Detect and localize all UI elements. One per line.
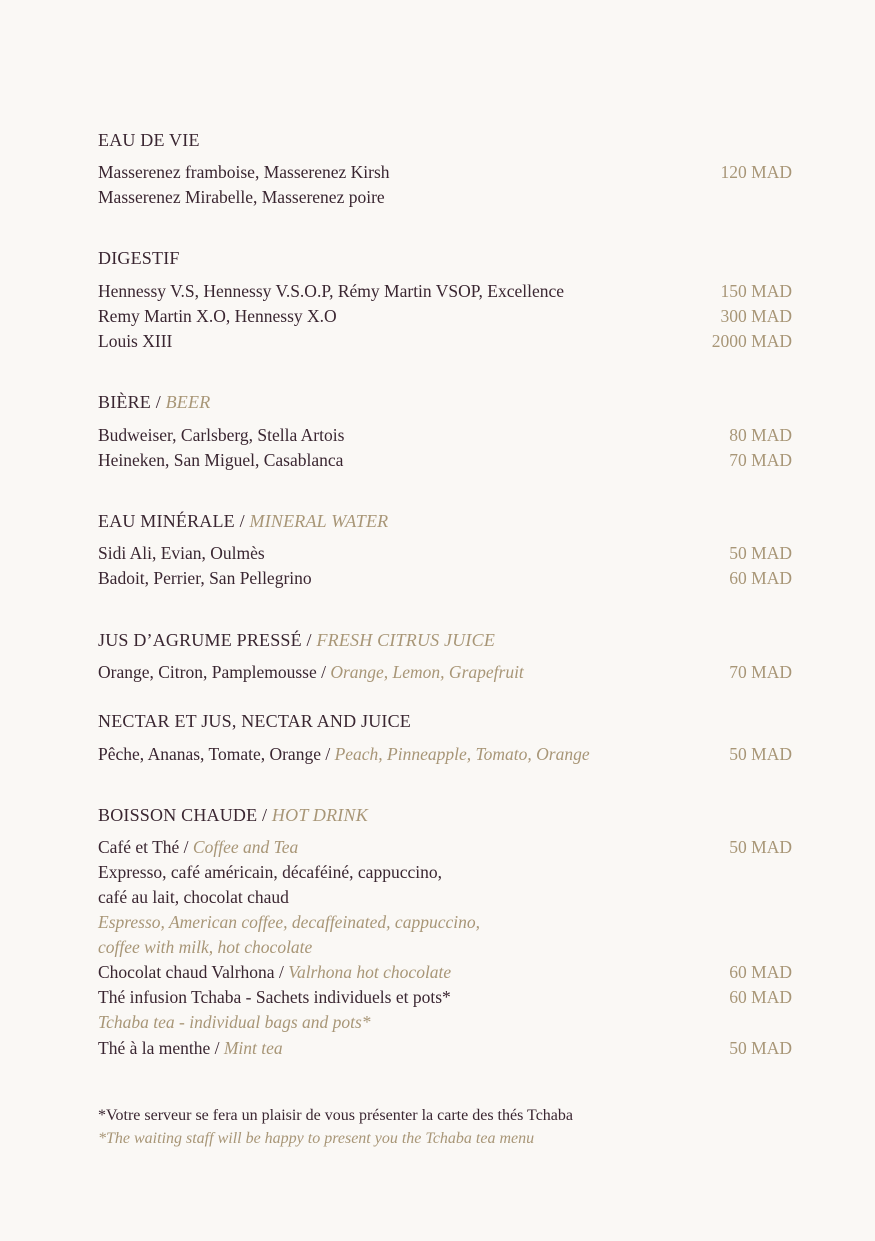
price: 150 MAD — [720, 281, 792, 301]
section-title-biere: BIÈRE / BEER — [98, 392, 211, 412]
price: 80 MAD — [729, 425, 792, 445]
menu-item: Chocolat chaud Valrhona / Valrhona hot chocolate 60 MAD — [98, 962, 792, 982]
price: 60 MAD — [729, 987, 792, 1007]
price: 300 MAD — [720, 306, 792, 326]
footnote-fr: *Votre serveur se fera un plaisir de vous présenter la carte des thés Tchaba — [98, 1107, 573, 1124]
menu-item: Tchaba tea - individual bags and pots* — [98, 1012, 371, 1032]
menu-item: Hennessy V.S, Hennessy V.S.O.P, Rémy Martin VSOP, Excellence 150 MAD — [98, 281, 792, 301]
menu-item: Louis XIII 2000 MAD — [98, 331, 792, 351]
price: 70 MAD — [729, 662, 792, 682]
menu-item: Badoit, Perrier, San Pellegrino 60 MAD — [98, 568, 792, 588]
menu-item: Remy Martin X.O, Hennessy X.O 300 MAD — [98, 306, 792, 326]
menu-item: Masserenez framboise, Masserenez Kirsh 120 MAD — [98, 162, 792, 182]
menu-item: coffee with milk, hot chocolate — [98, 937, 313, 957]
price: 50 MAD — [729, 837, 792, 857]
menu-item: Budweiser, Carlsberg, Stella Artois 80 MAD — [98, 425, 792, 445]
section-title-nectar: NECTAR ET JUS, NECTAR AND JUICE — [98, 711, 411, 731]
section-title-digestif: DIGESTIF — [98, 248, 180, 268]
menu-item: café au lait, chocolat chaud — [98, 887, 289, 907]
price: 50 MAD — [729, 1038, 792, 1058]
menu-item: Masserenez Mirabelle, Masserenez poire — [98, 187, 385, 207]
menu-item: Sidi Ali, Evian, Oulmès 50 MAD — [98, 543, 792, 563]
menu-item: Orange, Citron, Pamplemousse / Orange, Lemon, Grapefruit 70 MAD — [98, 662, 792, 682]
price: 2000 MAD — [711, 331, 792, 351]
price: 50 MAD — [729, 543, 792, 563]
menu-item: Pêche, Ananas, Tomate, Orange / Peach, Pinneapple, Tomato, Orange 50 MAD — [98, 744, 792, 764]
price: 60 MAD — [729, 962, 792, 982]
section-title-eau-minerale: EAU MINÉRALE / MINERAL WATER — [98, 511, 389, 531]
menu-item: Espresso, American coffee, decaffeinated, cappuccino, — [98, 912, 480, 932]
menu-item: Expresso, café américain, décaféiné, cappuccino, — [98, 862, 442, 882]
price: 50 MAD — [729, 744, 792, 764]
price: 120 MAD — [720, 162, 792, 182]
section-title-boisson-chaude: BOISSON CHAUDE / HOT DRINK — [98, 805, 368, 825]
section-title-eau-de-vie: EAU DE VIE — [98, 130, 200, 150]
section-title-jus: JUS D’AGRUME PRESSÉ / FRESH CITRUS JUICE — [98, 630, 496, 650]
menu-item: Heineken, San Miguel, Casablanca 70 MAD — [98, 450, 792, 470]
footnote-en: *The waiting staff will be happy to present you the Tchaba tea menu — [98, 1130, 535, 1147]
price: 60 MAD — [729, 568, 792, 588]
menu-item: Thé à la menthe / Mint tea 50 MAD — [98, 1038, 792, 1058]
menu-item: Thé infusion Tchaba - Sachets individuels et pots* 60 MAD — [98, 987, 792, 1007]
menu-item: Café et Thé / Coffee and Tea 50 MAD — [98, 837, 792, 857]
price: 70 MAD — [729, 450, 792, 470]
